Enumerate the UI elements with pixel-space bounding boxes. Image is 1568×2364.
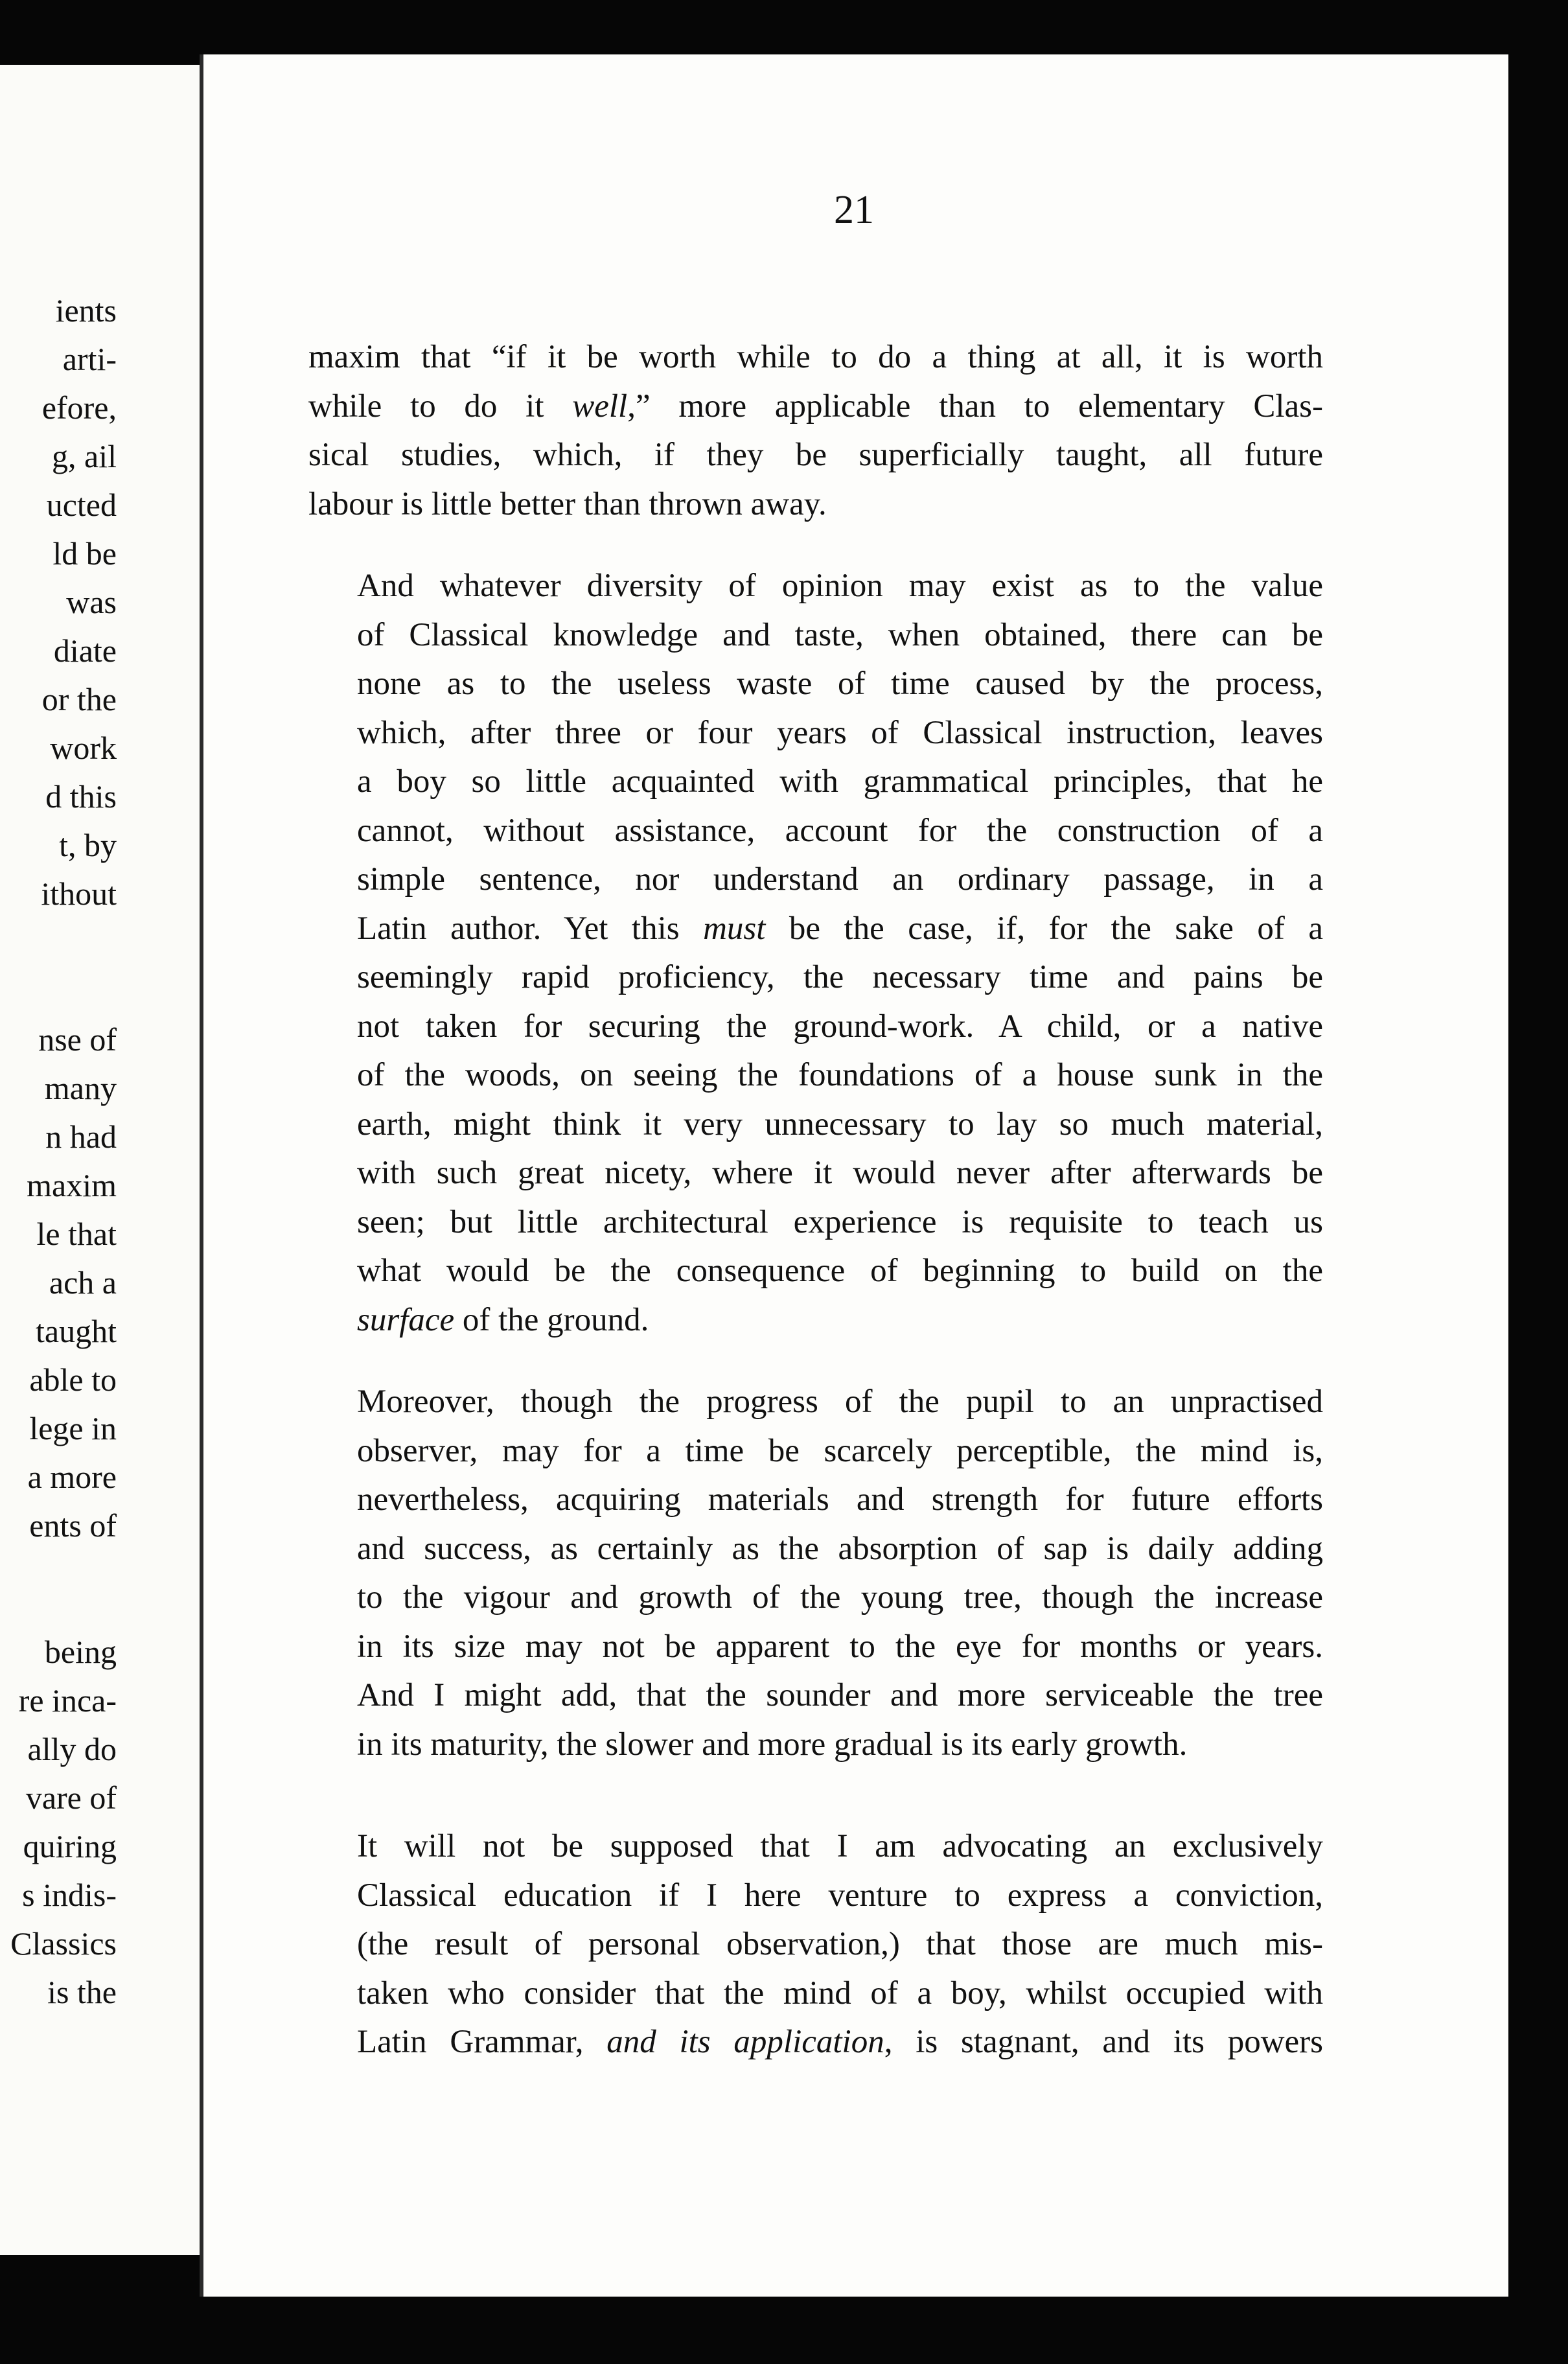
left-page-fragment: t, by — [59, 827, 117, 863]
text-line: Moreover, though the progress of the pupil to an unpractised — [357, 1384, 1323, 1420]
text-line: earth, might think it very unnecessary to lay so much material, — [357, 1106, 1323, 1142]
text-line: And whatever diversity of opinion may exist as to the value — [357, 568, 1323, 604]
left-page-fragment: was — [66, 584, 117, 620]
text-line: which, after three or four years of Classical instruction, leaves — [357, 714, 1323, 751]
left-page-fragment: vare of — [25, 1779, 117, 1816]
left-page-fragment: ally do — [27, 1731, 117, 1767]
left-page-fragment: taught — [36, 1313, 117, 1349]
left-page-fragment: or the — [41, 681, 117, 717]
left-page-fragment: ld be — [52, 535, 117, 572]
paragraph — [308, 1822, 1323, 2067]
text-line: labour is little better than thrown away. — [308, 485, 827, 522]
left-page-fragment: being — [44, 1634, 117, 1670]
text-line: It will not be supposed that I am advocating an exclusively — [357, 1828, 1323, 1864]
left-page-fragment: is the — [47, 1974, 117, 2010]
text-line: surface of the ground. — [357, 1301, 649, 1338]
text-line: and success, as certainly as the absorption of sap is daily adding — [357, 1530, 1323, 1567]
left-page-fragment: lege in — [29, 1410, 117, 1446]
text-line: Latin Grammar, and its application, is stagnant, and its powers — [357, 2024, 1324, 2060]
text-line: none as to the useless waste of time caused by the process, — [357, 666, 1323, 702]
left-page-text-fragments — [0, 286, 214, 2017]
main-page — [200, 54, 1508, 2297]
left-page-fragment: d this — [45, 778, 117, 815]
paragraph — [308, 1378, 1323, 1769]
left-page-fragment: le that — [36, 1216, 117, 1252]
italic-emphasis: and its application — [606, 2024, 884, 2060]
page-body-text — [308, 333, 1323, 2067]
text-line: of the woods, on seeing the foundations of a house sunk in the — [357, 1057, 1323, 1093]
left-page-fragment: ucted — [46, 487, 117, 523]
paragraph — [308, 333, 1323, 529]
left-page-fragment: n had — [45, 1118, 117, 1155]
text-line: to the vigour and growth of the young tree, though the increase — [357, 1579, 1323, 1616]
text-line: cannot, without assistance, account for the construction of a — [357, 812, 1323, 849]
text-line: taken who consider that the mind of a boy, whilst occupied with — [357, 1975, 1323, 2011]
left-page-fragment: ents of — [29, 1507, 117, 1544]
left-page-fragment: g, ail — [52, 438, 117, 474]
text-line: Latin author. Yet this must be the case, if, for the sake of a — [357, 910, 1323, 947]
italic-emphasis: well — [572, 388, 628, 424]
left-page-fragment: ithout — [41, 875, 117, 912]
left-page-fragment: quiring — [23, 1828, 117, 1864]
text-line: seemingly rapid proficiency, the necessary time and pains be — [357, 959, 1323, 995]
left-page-fragment: arti- — [62, 341, 117, 377]
text-line: with such great nicety, where it would never after afterwards be — [357, 1155, 1323, 1191]
left-page-fragment: work — [50, 730, 117, 766]
left-page-gap — [0, 918, 214, 1015]
text-line: (the result of personal observation,) that those are much mis- — [357, 1926, 1323, 1962]
left-page-fragment: a more — [27, 1459, 117, 1495]
paragraph — [308, 562, 1323, 1345]
left-page-fragment: diate — [53, 632, 117, 669]
text-line: simple sentence, nor understand an ordinary passage, in a — [357, 861, 1323, 898]
text-line: seen; but little architectural experience is requisite to teach us — [357, 1203, 1323, 1240]
italic-emphasis: surface — [357, 1301, 455, 1338]
text-line: Classical education if I here venture to express a conviction, — [357, 1877, 1323, 1914]
left-page-fragment: nse of — [38, 1021, 117, 1058]
left-page-fragment: able to — [29, 1362, 117, 1398]
left-page-fragment: maxim — [27, 1167, 117, 1203]
text-line: not taken for securing the ground-work. A child, or a native — [357, 1008, 1323, 1045]
italic-emphasis: must — [703, 910, 766, 947]
text-line: maxim that “if it be worth while to do a thing at all, it is worth — [308, 339, 1323, 375]
page-number: 21 — [834, 188, 874, 232]
text-line: observer, may for a time be scarcely perceptible, the mind is, — [357, 1432, 1323, 1469]
left-facing-page — [0, 65, 227, 2255]
text-line: sical studies, which, if they be superficially taught, all future — [308, 437, 1323, 473]
text-line: what would be the consequence of beginning to build on the — [357, 1253, 1323, 1289]
left-page-fragment: efore, — [41, 389, 117, 426]
left-page-fragment: ach a — [49, 1264, 117, 1301]
text-line: a boy so little acquainted with grammatical principles, that he — [357, 763, 1323, 800]
text-line: in its size may not be apparent to the eye for months or years. — [357, 1628, 1323, 1665]
text-line: of Classical knowledge and taste, when obtained, there can be — [357, 616, 1323, 653]
left-page-fragment: re inca- — [18, 1682, 117, 1719]
left-page-fragment: s indis- — [22, 1877, 117, 1913]
text-line: And I might add, that the sounder and more serviceable the tree — [357, 1677, 1323, 1713]
left-page-gap — [0, 1550, 214, 1628]
left-page-fragment: many — [44, 1070, 117, 1106]
text-line: in its maturity, the slower and more gradual is its early growth. — [357, 1726, 1188, 1763]
left-page-fragment: ients — [55, 292, 117, 329]
text-line: while to do it well,” more applicable than to elementary Clas- — [308, 388, 1323, 424]
left-page-fragment: Classics — [10, 1925, 117, 1962]
text-line: nevertheless, acquiring materials and strength for future efforts — [357, 1481, 1323, 1518]
